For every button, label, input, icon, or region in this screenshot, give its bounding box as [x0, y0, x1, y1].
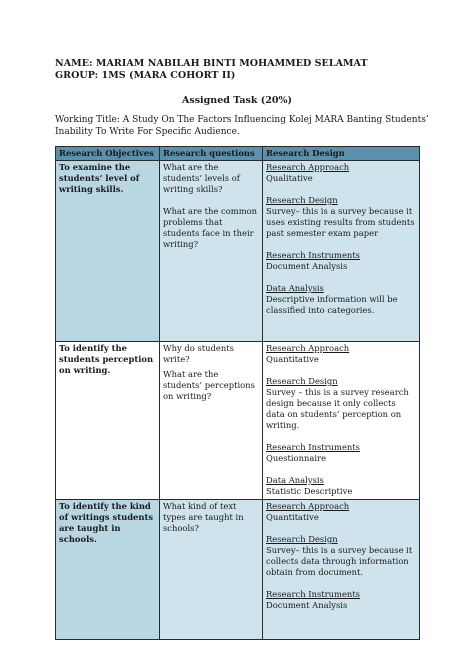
- instruments-label: Research Instruments: [266, 589, 360, 599]
- analysis-value: Descriptive information will be classified into categories.: [266, 294, 398, 315]
- table-row: [56, 500, 420, 640]
- design-value: Survey– this is a survey because it collects data through information obtain from document.: [266, 545, 413, 577]
- objective-cell: To identify the kind of writings students are taught in schools.: [56, 500, 160, 640]
- questions-cell: [160, 500, 263, 640]
- design-label: Research Design: [266, 376, 338, 386]
- analysis-value: Statistic Descriptive: [266, 486, 353, 496]
- question: What kind of text types are taught in schools?: [163, 501, 244, 533]
- instruments-label: Research Instruments: [266, 442, 360, 452]
- design-label: Research Design: [266, 195, 338, 205]
- approach-label: Research Approach: [266, 501, 350, 511]
- question: What are the students’ levels of writing skills?: [163, 162, 240, 194]
- design-cell: [263, 161, 420, 342]
- table-row: [56, 161, 420, 342]
- design-cell: [263, 500, 420, 640]
- design-cell: [263, 342, 420, 500]
- student-name: NAME: MARIAM NABILAH BINTI MOHAMMED SELAMAT: [55, 58, 368, 69]
- approach-label: Research Approach: [266, 162, 350, 172]
- design-value: Survey– this is a survey because it uses existing results from students past semester exam paper: [266, 206, 415, 238]
- col-header-questions: Research questions: [160, 147, 263, 161]
- col-header-objectives: Research Objectives: [56, 147, 160, 161]
- research-table: [55, 146, 420, 640]
- analysis-label: Data Analysis: [266, 283, 324, 293]
- objective-cell: To identify the students perception on writing.: [56, 342, 160, 500]
- approach-value: Quantitative: [266, 354, 319, 364]
- approach-value: Qualitative: [266, 173, 313, 183]
- document-title: Assigned Task (20%): [181, 95, 292, 106]
- question: What are the common problems that students face in their writing?: [163, 206, 258, 249]
- question: What are the students’ perceptions on writing?: [163, 369, 255, 401]
- objective-cell: To examine the students’ level of writing skills.: [56, 161, 160, 342]
- question: Why do students write?: [163, 343, 234, 364]
- approach-label: Research Approach: [266, 343, 350, 353]
- table-row: [56, 342, 420, 500]
- analysis-label: Data Analysis: [266, 475, 324, 485]
- questions-cell: [160, 161, 263, 342]
- table-header-row: [56, 147, 420, 161]
- student-group: GROUP: 1MS (MARA COHORT II): [55, 70, 236, 81]
- instruments-value: Document Analysis: [266, 261, 348, 271]
- instruments-value: Document Analysis: [266, 600, 348, 610]
- col-header-design: Research Design: [263, 147, 420, 161]
- instruments-value: Questionnaire: [266, 453, 327, 463]
- design-value: Survey – this is a survey research design because it only collects data on students’ perception on writing.: [266, 387, 409, 430]
- approach-value: Quantitative: [266, 512, 319, 522]
- design-label: Research Design: [266, 534, 338, 544]
- instruments-label: Research Instruments: [266, 250, 360, 260]
- questions-cell: [160, 342, 263, 500]
- working-title: Working Title: A Study On The Factors Influencing Kolej MARA Banting Students’ Inability To Write For Specific Audience.: [55, 115, 429, 137]
